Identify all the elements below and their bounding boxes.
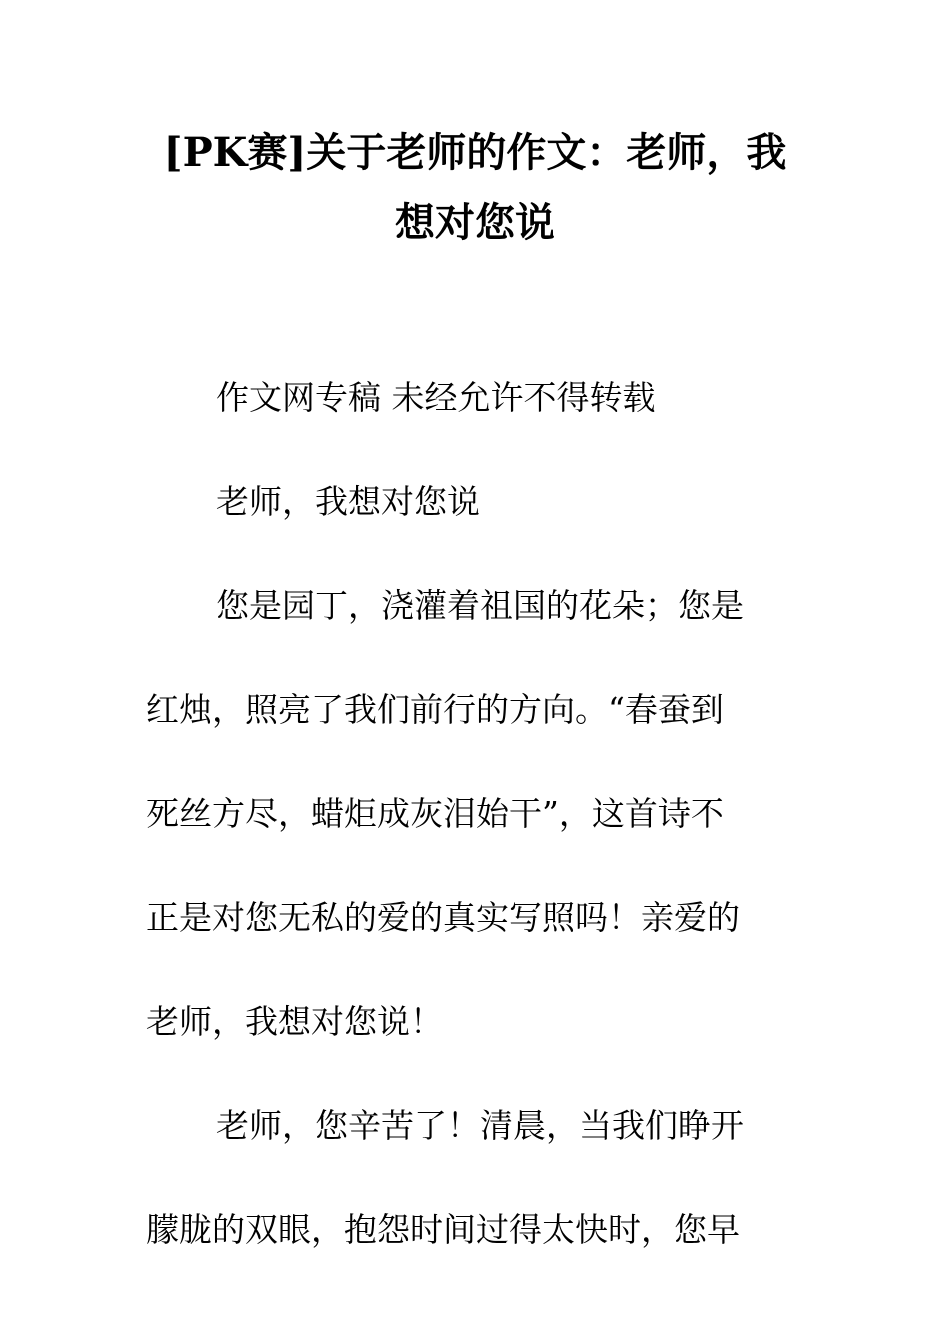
paragraph-line: 老师，我想对您说！ xyxy=(146,1002,443,1041)
paragraph-line: 红烛，照亮了我们前行的方向。“春蚕到 xyxy=(146,690,724,729)
paragraph-line: 老师，您辛苦了！清晨，当我们睁开 xyxy=(216,1106,744,1145)
paragraph-line: 作文网专稿 未经允许不得转载 xyxy=(216,378,656,417)
paragraph-line: 老师，我想对您说 xyxy=(216,482,480,521)
paragraph-copyright-notice xyxy=(146,372,786,424)
paragraph-line: 您是园丁，浇灌着祖国的花朵；您是 xyxy=(216,586,744,625)
paragraph-line: 死丝方尽，蜡炬成灰泪始干”，这首诗不 xyxy=(146,794,724,833)
paragraph-subtitle xyxy=(146,476,786,528)
paragraph-intro xyxy=(146,580,786,1048)
paragraph-line: 朦胧的双眼，抱怨时间过得太快时，您早 xyxy=(146,1210,740,1249)
paragraph-line: 正是对您无私的爱的真实写照吗！亲爱的 xyxy=(146,898,740,937)
document-body xyxy=(146,372,786,1308)
title-line-2: 想对您说 xyxy=(395,199,555,246)
document-title xyxy=(130,118,820,258)
title-line-1: [PK赛]关于老师的作文：老师，我 xyxy=(163,129,787,176)
paragraph-morning xyxy=(146,1100,786,1256)
